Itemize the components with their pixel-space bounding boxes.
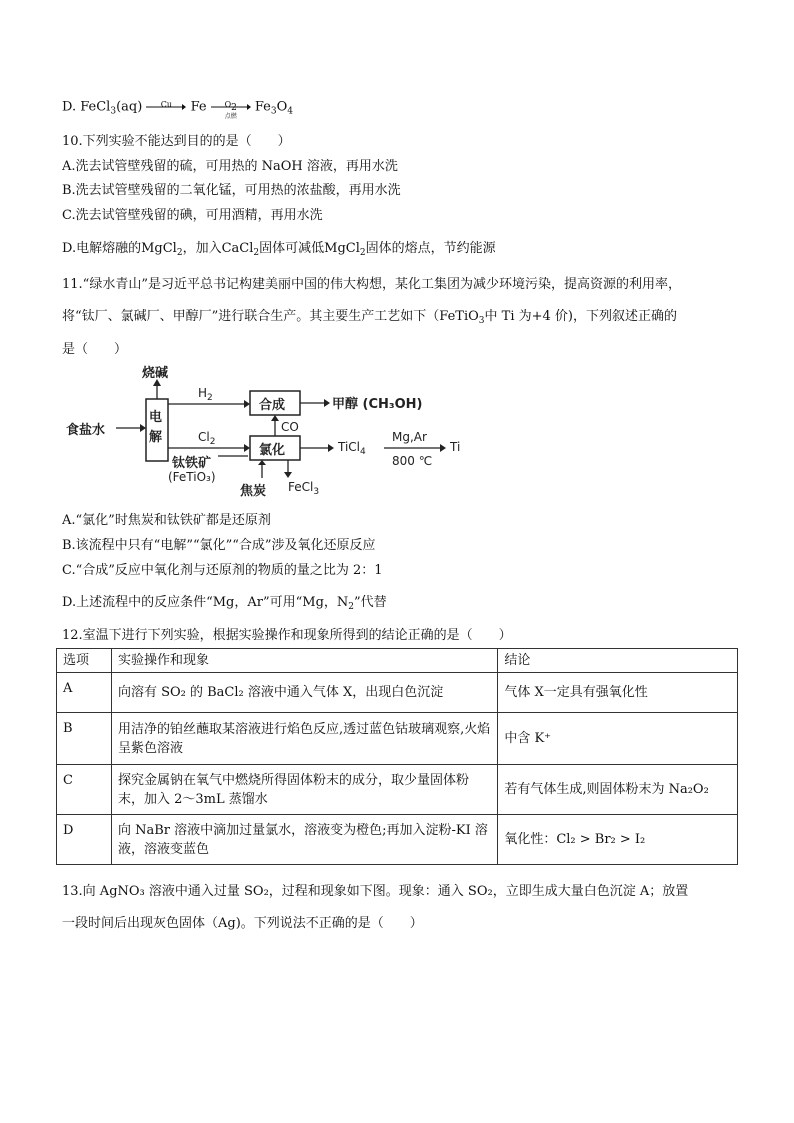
label-ticl4: TiCl$_4$	[338, 440, 366, 457]
label-methanol: 甲醇 (CH₃OH)	[332, 397, 423, 412]
q11-stem-line1: 11.“绿水青山”是习近平总书记构建美丽中国的伟大构想，某化工集团为减少环境污染，提高资源的利用率，	[62, 277, 681, 292]
arrow-o2: $O_2$ 点燃	[211, 98, 251, 116]
table-header-row	[57, 649, 738, 673]
label-coke: 焦炭	[240, 484, 267, 499]
q13-stem-line1: 13.向 AgNO₃ 溶液中通入过量 SO₂，过程和现象如下图。现象：通入 SO₂，立即生成大量白色沉淀 A；放置	[62, 884, 689, 899]
q10-option-d: D.电解熔融的MgCl$_2$，加入CaCl$_2$固体可减低MgCl$_2$固体的熔点，节约能源	[62, 241, 496, 258]
label-fetio3: (FeTiO₃)	[168, 470, 216, 484]
arrow-cu: Cu	[146, 98, 186, 116]
q11-stem-line2: 将“钛厂、氯碱厂、甲醇厂”进行联合生产。其主要生产工艺如下（FeTiO$_3$中 Ti 为+4 价)，下列叙述正确的	[62, 309, 677, 326]
label-co: CO	[281, 420, 299, 434]
q10-option-b: B.洗去试管壁残留的二氧化锰，可用热的浓盐酸，再用水洗	[62, 183, 401, 198]
table-row: A 向溶有 SO₂ 的 BaCl₂ 溶液中通入气体 X，出现白色沉淀 气体 X一定具有强氧化性	[57, 673, 738, 713]
q10-stem: 10.下列实验不能达到目的的是（ ）	[62, 134, 291, 149]
q12-stem: 12.室温下进行下列实验，根据实验操作和现象所得到的结论正确的是（ ）	[62, 628, 512, 643]
label-h2: $H_2$	[198, 386, 213, 403]
label-ti: Ti	[450, 440, 461, 454]
label-cl2: $Cl_2$	[198, 430, 216, 447]
label-electrolysis-1: 电	[149, 410, 163, 425]
process-flow-diagram	[62, 362, 482, 502]
label-fecl3: FeCl$_3$	[288, 480, 320, 497]
q11-option-a: A.“氯化”时焦炭和钛铁矿都是还原剂	[62, 513, 271, 528]
q12-table	[56, 648, 738, 865]
label-electrolysis-2: 解	[149, 430, 163, 445]
label-chlorination: 氯化	[259, 443, 286, 458]
q10-option-a: A.洗去试管壁残留的硫，可用热的 NaOH 溶液，再用水洗	[62, 159, 398, 174]
header-conclusion: 结论	[498, 649, 738, 673]
q10-option-c: C.洗去试管壁残留的碘，可用酒精，再用水洗	[62, 208, 323, 223]
label-mg-ar: Mg,Ar	[392, 430, 427, 444]
q13-stem-line2: 一段时间后出现灰色固体（Ag)。下列说法不正确的是（ ）	[62, 916, 423, 931]
table-row: D 向 NaBr 溶液中滴加过量氯水，溶液变为橙色;再加入淀粉-KI 溶液，溶液变蓝色 氧化性：Cl₂ > Br₂ > I₂	[57, 815, 738, 865]
table-row: B 用洁净的铂丝蘸取某溶液进行焰色反应,透过蓝色钴玻璃观察,火焰呈紫色溶液 中含 K⁺	[57, 713, 738, 765]
label-temperature: 800 ℃	[392, 454, 433, 468]
label-synthesis: 合成	[259, 398, 286, 413]
q9-option-d: D. FeCl$_3$(aq) Cu Fe $O_2$ 点燃 $Fe_3O_4$	[62, 99, 294, 120]
header-option: 选项	[57, 649, 112, 673]
q11-option-b: B.该流程中只有“电解”“氯化”“合成”涉及氧化还原反应	[62, 538, 376, 553]
q11-option-c: C.“合成”反应中氧化剂与还原剂的物质的量之比为 2：1	[62, 563, 383, 578]
q11-option-d: D.上述流程中的反应条件“Mg，Ar”可用“Mg，$N_2$”代替	[62, 595, 387, 612]
table-row: C 探究金属钠在氧气中燃烧所得固体粉末的成分，取少量固体粉末，加入 2～3mL 蒸馏水 若有气体生成,则固体粉末为 Na₂O₂	[57, 765, 738, 815]
label-shaojian: 烧碱	[142, 366, 169, 381]
label-ilmenite: 钛铁矿	[172, 456, 212, 471]
header-operation: 实验操作和现象	[111, 649, 497, 673]
q11-stem-line3: 是（ ）	[62, 342, 128, 357]
label-brine: 食盐水	[66, 423, 106, 438]
